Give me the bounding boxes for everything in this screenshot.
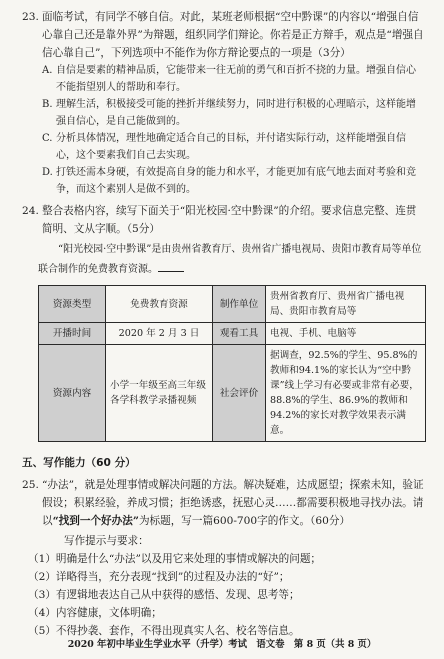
option-text: 分析具体情况，理性地确定适合自己的目标，并付诸实际行动，这样能增强自信心，这个要素我们自己去实现。	[56, 133, 406, 161]
section-title: 五、写作能力（60 分）	[22, 457, 136, 469]
tip-item: （3）有逻辑地表达自己从中获得的感悟、发现、思考等；	[28, 589, 300, 601]
option-text: 打铁还需本身硬，有效提高自身的能力和水平，才能更加有底气地去面对考验和竞争，而这个素别人是做不到的。	[56, 167, 416, 195]
option-letter: C.	[42, 133, 53, 144]
option-letter: D.	[42, 167, 53, 178]
question-number: 25.	[22, 479, 39, 491]
table-header: 观看工具	[213, 323, 266, 345]
table-header: 社会评价	[213, 345, 266, 442]
question-stem: 整合表格内容，续写下面关于“阳光校园·空中黔课”的介绍。要求信息完整、连贯简明、文从字顺。（5分）	[42, 205, 417, 235]
question-23	[22, 8, 424, 198]
question-number: 24.	[22, 205, 39, 217]
essay-title: “找到一个好办法”	[52, 515, 139, 527]
table-row	[39, 323, 426, 345]
info-table	[38, 285, 426, 442]
option-b	[42, 96, 424, 130]
table-cell: 免费教育资源	[106, 286, 213, 323]
table-header: 开播时间	[39, 323, 106, 345]
table-cell: 据调查，92.5%的学生、95.8%的教师和94.1%的家长认为“空中黔课”线上学习有必要或非常有必要，88.8%的学生、86.9%的教师和94.2%的家长对教学效果表示满意。	[266, 345, 426, 442]
option-text: 理解生活，积极接受可能的挫折并继续努力，同时进行积极的心理暗示，这样能增强自信心，是自己能做到的。	[56, 99, 416, 127]
table-cell: 2020 年 2 月 3 日	[106, 323, 213, 345]
table-header: 制作单位	[213, 286, 266, 323]
tip-item: （1）明确是什么“办法”以及用它来处理的事情或解决的问题；	[28, 553, 322, 565]
table-header: 资源类型	[39, 286, 106, 323]
table-row	[39, 286, 426, 323]
page-footer: 2020 年初中毕业生学业水平（升学）考试 语文卷 第 8 页（共 8 页）	[67, 639, 377, 650]
question-number: 23.	[22, 11, 39, 23]
option-text: 自信是要素的精神品质，它能带来一往无前的勇气和百折不挠的力量。增强自信心不能指望别人的帮助和奉行。	[56, 65, 416, 93]
intro-passage: “阳光校园·空中黔课”是由贵州省教育厅、贵州省广播电视局、贵阳市教育局等单位联合制作的免费教育资源。	[38, 244, 422, 275]
table-header: 资源内容	[39, 345, 106, 442]
table-row	[39, 345, 426, 442]
option-a	[42, 62, 424, 96]
option-letter: B.	[42, 99, 53, 110]
option-d	[42, 164, 424, 198]
option-c	[42, 130, 424, 164]
question-24	[22, 202, 424, 238]
answer-blank[interactable]	[158, 259, 184, 272]
question-stem: 面临考试，有同学不够自信。对此，某班老师根据“空中黔课”的内容以“增强自信心靠自己还是靠外界”为辩题，组织同学们辩论。你若是正方辩手，观点是“增强自信心靠自己”，下列选项中不能作为你方辩论要点的一项是（3分）	[42, 11, 424, 59]
tip-item: （5）不得抄袭、套作，不得出现真实人名、校名等信息。	[28, 625, 300, 637]
option-letter: A.	[42, 65, 53, 76]
table-cell: 小学一年级至高三年级各学科教学录播视频	[106, 345, 213, 442]
tips-title: 写作提示与要求：	[64, 535, 149, 547]
question-stem: “办法”，就是处理事情或解决问题的方法。解决疑难，达成愿望；探索未知，验证假设；积累经验，养成习惯；拒绝诱惑，抚慰心灵……都需要积极地寻找办法。请以“找到一个好办法”为标题，写一篇600-700字的作文。（60分）	[42, 479, 424, 527]
question-25	[22, 476, 424, 530]
tip-item: （4）内容健康，文体明确；	[28, 607, 162, 619]
table-cell: 贵州省教育厅、贵州省广播电视局、贵阳市教育局等	[266, 286, 426, 323]
exam-page	[22, 8, 424, 640]
tip-item: （2）详略得当，充分表现“找到”的过程及办法的“好”；	[28, 571, 290, 583]
table-cell: 电视、手机、电脑等	[266, 323, 426, 345]
